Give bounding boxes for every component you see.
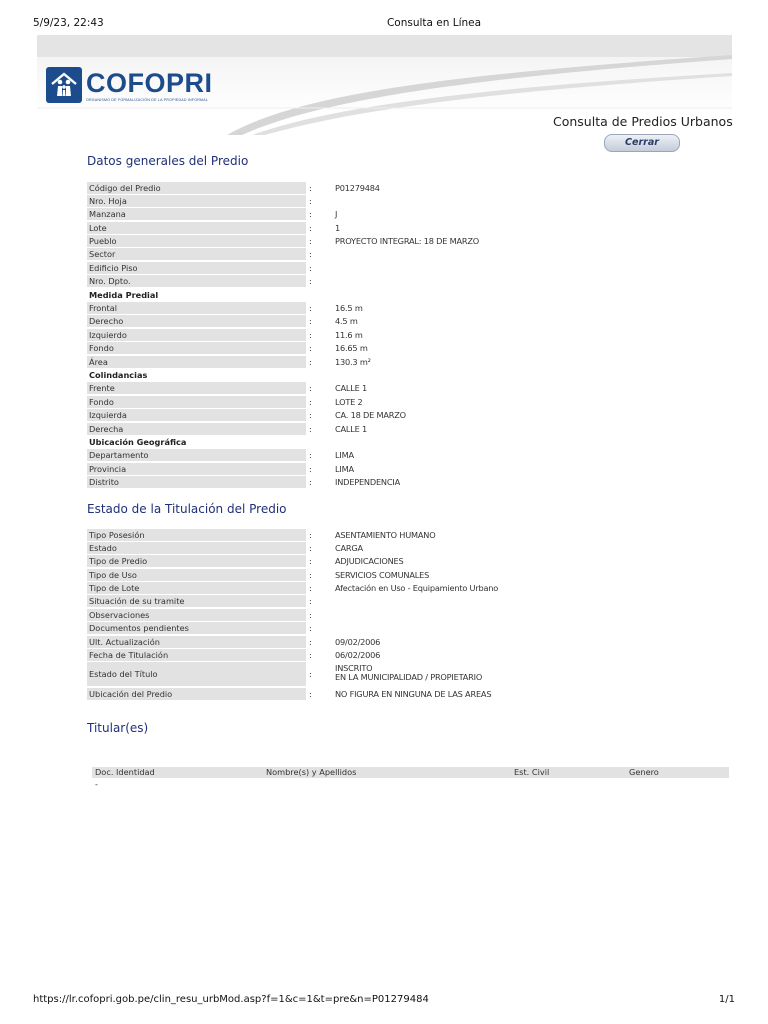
field-value: 16.65 m bbox=[335, 343, 368, 354]
field-label: Distrito bbox=[87, 476, 306, 488]
field-label: Fondo bbox=[87, 342, 306, 354]
field-row bbox=[87, 541, 737, 554]
field-value: CALLE 1 bbox=[335, 383, 368, 394]
logo-wordmark: COFOPRI bbox=[86, 67, 213, 98]
field-row bbox=[87, 582, 737, 595]
field-separator: : bbox=[309, 636, 312, 647]
field-value: 130.3 m² bbox=[335, 356, 371, 367]
col-doc-identidad: Doc. Identidad bbox=[95, 767, 155, 777]
col-genero: Genero bbox=[629, 767, 659, 777]
field-value: CARGA bbox=[335, 542, 363, 553]
close-button[interactable]: Cerrar bbox=[604, 134, 680, 152]
field-value: P01279484 bbox=[335, 182, 380, 193]
field-label: Documentos pendientes bbox=[87, 622, 306, 634]
field-separator: : bbox=[309, 623, 312, 634]
field-value: 06/02/2006 bbox=[335, 650, 381, 661]
field-row bbox=[87, 476, 737, 489]
field-row bbox=[87, 208, 737, 221]
col-estado-civil: Est. Civil bbox=[514, 767, 550, 777]
field-value: INDEPENDENCIA bbox=[335, 477, 400, 488]
field-value-line: EN LA MUNICIPALIDAD / PROPIETARIO bbox=[335, 672, 483, 683]
field-separator: : bbox=[309, 463, 312, 474]
field-row bbox=[87, 608, 737, 621]
field-separator: : bbox=[309, 596, 312, 607]
field-row bbox=[87, 422, 737, 435]
field-label: Ubicación Geográfica bbox=[89, 436, 187, 447]
field-separator: : bbox=[309, 450, 312, 461]
field-row bbox=[87, 382, 737, 395]
field-separator: : bbox=[309, 529, 312, 540]
field-separator: : bbox=[309, 689, 312, 700]
field-row bbox=[87, 248, 737, 261]
field-row bbox=[87, 194, 737, 207]
field-separator: : bbox=[309, 182, 312, 193]
print-date: 5/9/23, 22:43 bbox=[33, 17, 104, 29]
titulares-table-header bbox=[92, 767, 729, 778]
field-row bbox=[87, 235, 737, 248]
field-label: Estado bbox=[87, 542, 306, 554]
field-row bbox=[87, 568, 737, 581]
field-row bbox=[87, 181, 737, 194]
field-label: Estado del Título bbox=[87, 662, 306, 686]
field-value: ADJUDICACIONES bbox=[335, 556, 404, 567]
group-heading bbox=[87, 368, 737, 381]
field-label: Derecha bbox=[87, 423, 306, 435]
field-separator: : bbox=[309, 583, 312, 594]
cofopri-logo bbox=[46, 65, 213, 105]
field-value: LOTE 2 bbox=[335, 396, 363, 407]
field-separator: : bbox=[309, 262, 312, 273]
col-nombres-apellidos: Nombre(s) y Apellidos bbox=[266, 767, 357, 777]
field-value: SERVICIOS COMUNALES bbox=[335, 569, 430, 580]
field-label: Lote bbox=[87, 222, 306, 234]
field-label: Frente bbox=[87, 382, 306, 394]
field-label: Izquierdo bbox=[87, 329, 306, 341]
field-separator: : bbox=[309, 556, 312, 567]
field-label: Provincia bbox=[87, 463, 306, 475]
field-row bbox=[87, 328, 737, 341]
field-row bbox=[87, 221, 737, 234]
field-row bbox=[87, 528, 737, 541]
field-separator: : bbox=[309, 609, 312, 620]
field-value: 1 bbox=[335, 222, 341, 233]
field-row bbox=[87, 395, 737, 408]
field-row bbox=[87, 302, 737, 315]
field-separator: : bbox=[309, 316, 312, 327]
field-value: NO FIGURA EN NINGUNA DE LAS AREAS bbox=[335, 689, 492, 700]
field-label: Derecho bbox=[87, 315, 306, 327]
group-heading bbox=[87, 288, 737, 301]
field-label: Observaciones bbox=[87, 609, 306, 621]
family-house-icon bbox=[46, 67, 82, 103]
field-label: Ult. Actualización bbox=[87, 636, 306, 648]
field-label: Manzana bbox=[87, 208, 306, 220]
titulacion-title: Estado de la Titulación del Predio bbox=[87, 502, 287, 516]
field-label: Edificio Piso bbox=[87, 262, 306, 274]
field-row bbox=[87, 688, 737, 701]
logo-tagline: ORGANISMO DE FORMALIZACIÓN DE LA PROPIEDAD INFORMAL bbox=[86, 97, 209, 102]
page-heading: Consulta de Predios Urbanos bbox=[553, 114, 733, 129]
field-row bbox=[87, 261, 737, 274]
field-value: 4.5 m bbox=[335, 316, 358, 327]
field-label: Pueblo bbox=[87, 235, 306, 247]
field-value: 16.5 m bbox=[335, 303, 363, 314]
datos-generales-title: Datos generales del Predio bbox=[87, 154, 249, 168]
field-label: Fecha de Titulación bbox=[87, 649, 306, 661]
field-row bbox=[87, 275, 737, 288]
field-row bbox=[87, 662, 737, 688]
field-value: ASENTAMIENTO HUMANO bbox=[335, 529, 436, 540]
field-label: Código del Predio bbox=[87, 182, 306, 194]
field-value: 11.6 m bbox=[335, 329, 363, 340]
field-label: Medida Predial bbox=[89, 289, 159, 300]
print-url: https://lr.cofopri.gob.pe/clin_resu_urbMod.asp?f=1&c=1&t=pre&n=P01279484 bbox=[33, 994, 429, 1005]
field-separator: : bbox=[309, 276, 312, 287]
field-row bbox=[87, 409, 737, 422]
field-label: Frontal bbox=[87, 302, 306, 314]
field-value: CA. 18 DE MARZO bbox=[335, 410, 406, 421]
field-separator: : bbox=[309, 410, 312, 421]
field-separator: : bbox=[309, 383, 312, 394]
field-label: Izquierda bbox=[87, 409, 306, 421]
field-value: Afectación en Uso - Equipamiento Urbano bbox=[335, 583, 499, 594]
field-row bbox=[87, 462, 737, 475]
field-label: Situación de su tramite bbox=[87, 595, 306, 607]
print-title: Consulta en Línea bbox=[386, 17, 482, 29]
field-label: Tipo de Uso bbox=[87, 569, 306, 581]
field-label: Fondo bbox=[87, 396, 306, 408]
field-separator: : bbox=[309, 343, 312, 354]
field-separator: : bbox=[309, 669, 312, 680]
field-label: Colindancias bbox=[89, 369, 148, 380]
field-separator: : bbox=[309, 303, 312, 314]
field-separator: : bbox=[309, 542, 312, 553]
group-heading bbox=[87, 435, 737, 448]
print-page-number: 1/1 bbox=[718, 994, 735, 1005]
field-separator: : bbox=[309, 209, 312, 220]
field-value: 09/02/2006 bbox=[335, 636, 381, 647]
field-separator: : bbox=[309, 650, 312, 661]
field-row bbox=[87, 342, 737, 355]
field-row bbox=[87, 555, 737, 568]
field-label: Departamento bbox=[87, 449, 306, 461]
field-label: Nro. Dpto. bbox=[87, 275, 306, 287]
datos-generales-table bbox=[87, 181, 737, 489]
field-row bbox=[87, 649, 737, 662]
field-row bbox=[87, 449, 737, 462]
field-label: Tipo de Predio bbox=[87, 555, 306, 567]
field-separator: : bbox=[309, 236, 312, 247]
field-row bbox=[87, 595, 737, 608]
titulacion-table bbox=[87, 528, 737, 701]
field-separator: : bbox=[309, 423, 312, 434]
field-value: LIMA bbox=[335, 450, 354, 461]
field-value: LIMA bbox=[335, 463, 354, 474]
field-label: Área bbox=[87, 356, 306, 368]
field-separator: : bbox=[309, 569, 312, 580]
field-separator: : bbox=[309, 477, 312, 488]
field-value: CALLE 1 bbox=[335, 423, 368, 434]
field-row bbox=[87, 315, 737, 328]
field-separator: : bbox=[309, 195, 312, 206]
field-label: Nro. Hoja bbox=[87, 195, 306, 207]
titulares-title: Titular(es) bbox=[87, 721, 149, 735]
field-separator: : bbox=[309, 356, 312, 367]
field-label: Tipo de Lote bbox=[87, 582, 306, 594]
field-separator: : bbox=[309, 249, 312, 260]
field-value: J bbox=[335, 209, 338, 220]
field-value bbox=[335, 664, 482, 683]
field-label: Sector bbox=[87, 248, 306, 260]
field-row bbox=[87, 635, 737, 648]
field-row bbox=[87, 622, 737, 635]
field-value: PROYECTO INTEGRAL: 18 DE MARZO bbox=[335, 236, 480, 247]
field-label: Tipo Posesión bbox=[87, 529, 306, 541]
field-value-line: INSCRITO bbox=[335, 662, 373, 673]
field-separator: : bbox=[309, 329, 312, 340]
field-label: Ubicación del Predio bbox=[87, 688, 306, 700]
field-separator: : bbox=[309, 222, 312, 233]
field-row bbox=[87, 355, 737, 368]
titulares-empty-marker: - bbox=[95, 780, 98, 789]
field-separator: : bbox=[309, 396, 312, 407]
